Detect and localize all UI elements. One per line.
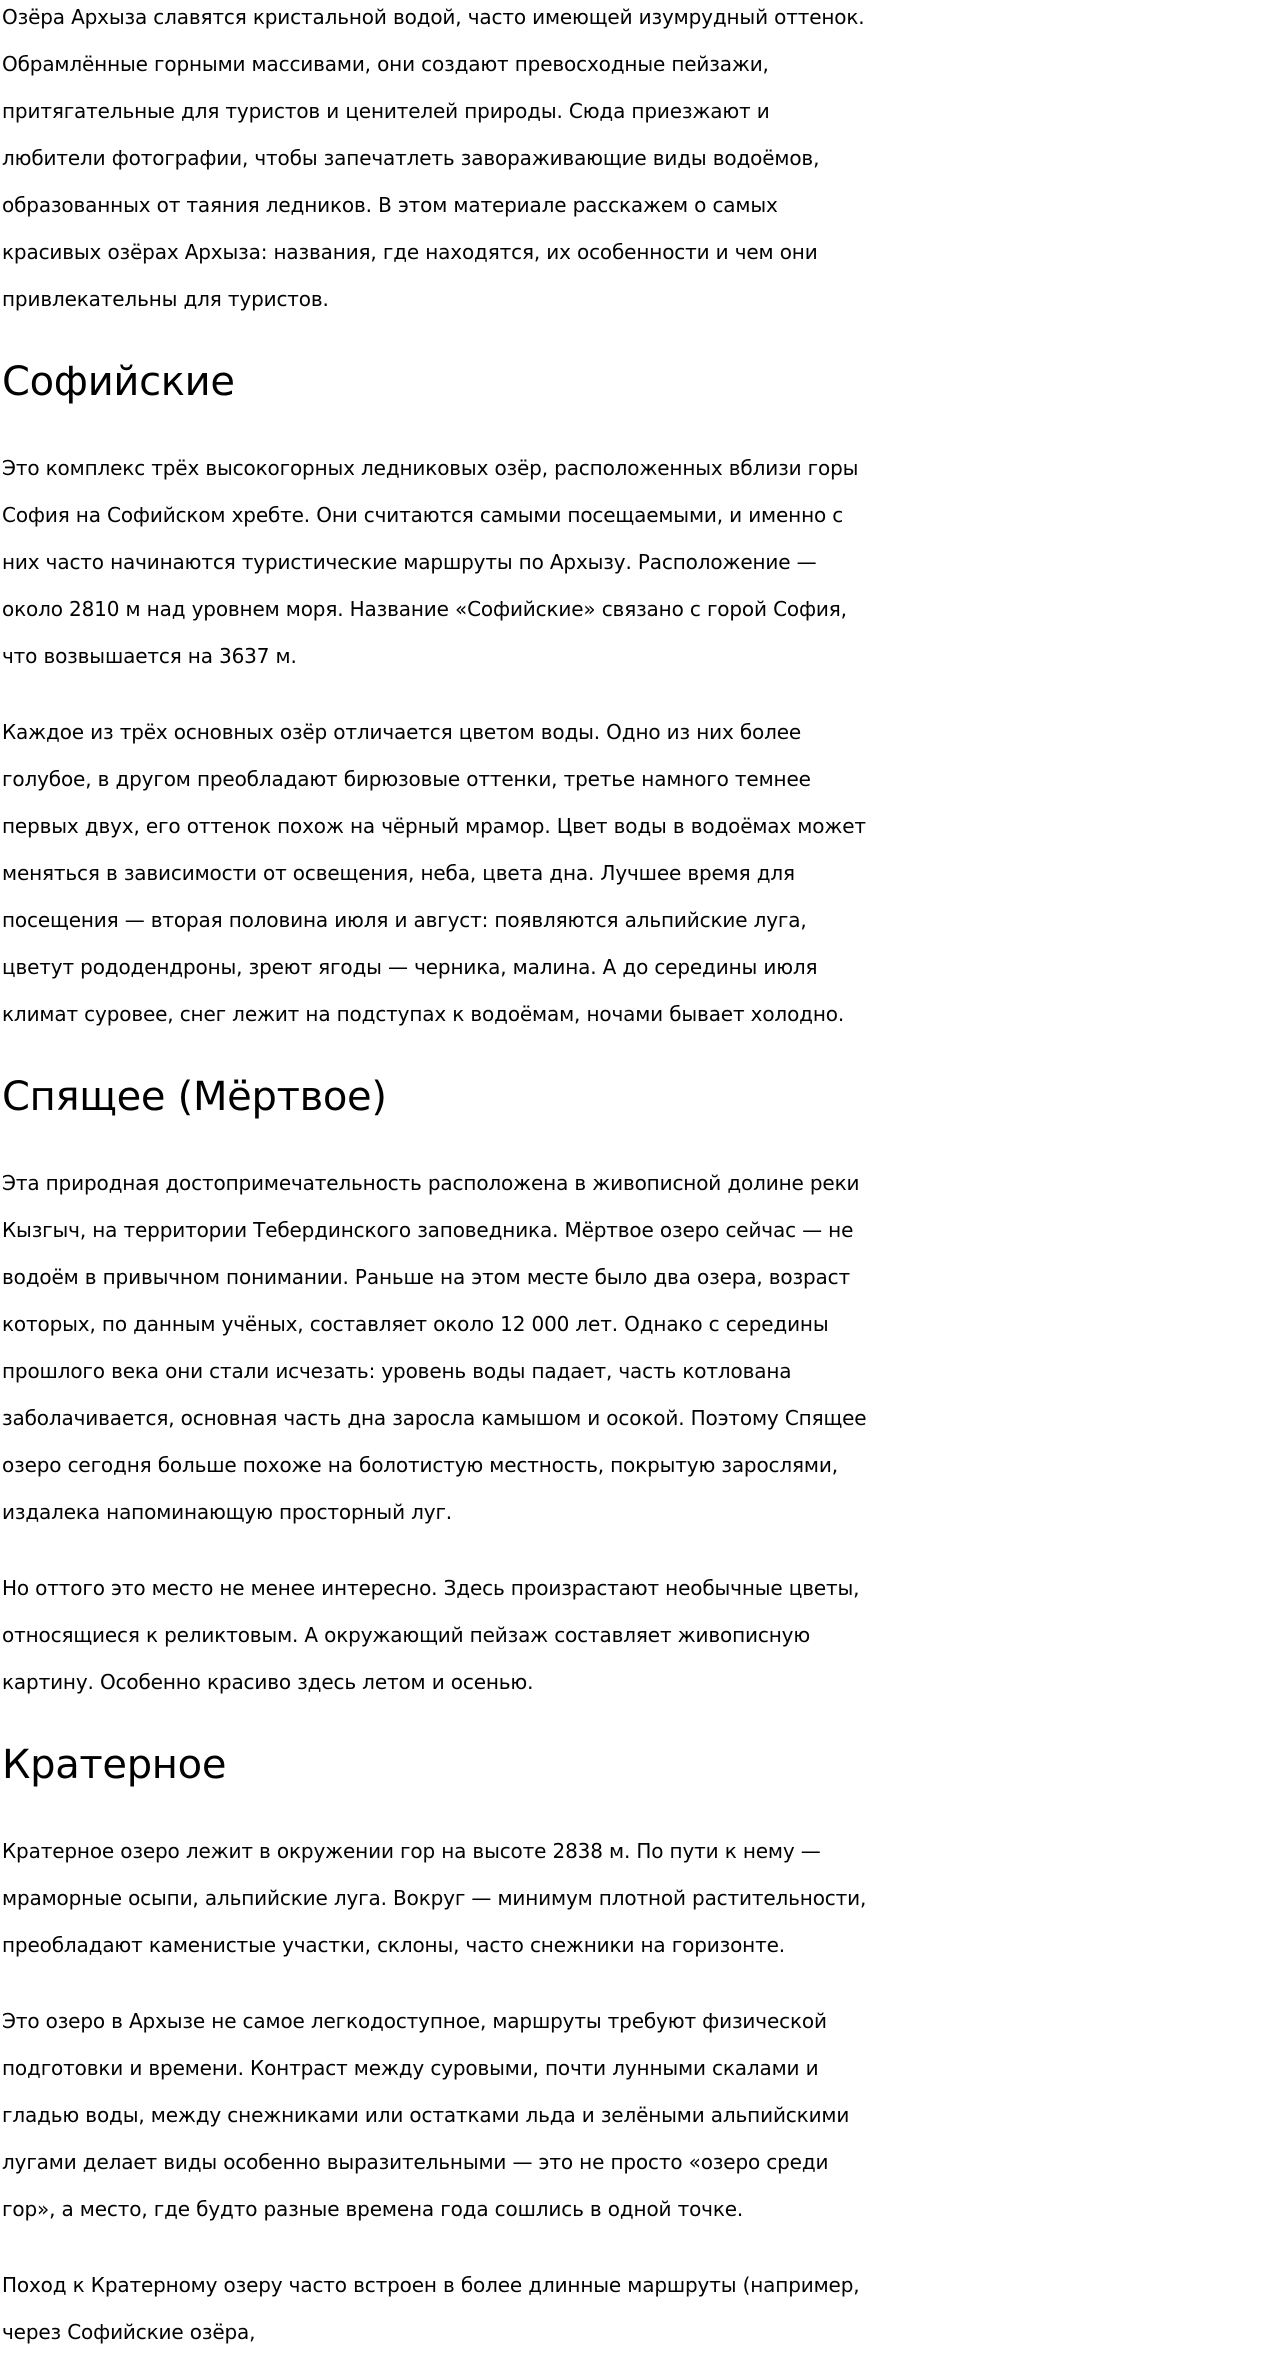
paragraph-truncated: Поход к Кратерному озеру часто встроен в более длинные маршруты (например, через Софийские озёра, — [2, 2273, 860, 2344]
paragraph: Это озеро в Архызе не самое легкодоступное, маршруты требуют физической подготовки и времени. Контраст между суровыми, почти лунными скалами и гладью воды, между снежниками или остатками льда и зелёными альпийскими лугами делает виды особенно выразительными — это не просто «озеро среди гор», а место, где будто разные времена года сошлись в одной точке. — [2, 2009, 850, 2221]
section-heading-sofiyskie: Софийские — [2, 359, 235, 405]
paragraph: Это комплекс трёх высокогорных ледниковых озёр, расположенных вблизи горы София на Софийском хребте. Они считаются самыми посещаемыми, и именно с них часто начинаются туристические маршруты по Архызу. Расположение — около 2810 м над уровнем моря. Название «Софийские» связано с горой София, что возвышается на 3637 м. — [2, 456, 859, 668]
paragraph: Эта природная достопримечательность расположена в живописной долине реки Кызгыч, на территории Тебердинского заповедника. Мёртвое озеро сейчас — не водоём в привычном понимании. Раньше на этом месте было два озера, возраст которых, по данным учёных, составляет около 12 000 лет. Однако с середины прошлого века они стали исчезать: уровень воды падает, часть котлована заболачивается, основная часть дна заросла камышом и осокой. Поэтому Спящее озеро сегодня больше похоже на болотистую местность, покрытую зарослями, издалека напоминающую просторный луг. — [2, 1171, 867, 1524]
intro-paragraph: Озёра Архыза славятся кристальной водой, часто имеющей изумрудный оттенок. Обрамлённые горными массивами, они создают превосходные пейзажи, притягательные для туристов и ценителей природы. Сюда приезжают и любители фотографии, чтобы запечатлеть завораживающие виды водоёмов, образованных от таяния ледников. В этом материале расскажем о самых красивых озёрах Архыза: названия, где находятся, их особенности и чем они привлекательны для туристов. — [2, 5, 865, 311]
section-heading-spyashchee-myortvoe: Спящее (Мёртвое) — [2, 1074, 387, 1120]
section-heading-kraternoe: Кратерное — [2, 1742, 227, 1788]
paragraph: Кратерное озеро лежит в окружении гор на высоте 2838 м. По пути к нему — мраморные осыпи, альпийские луга. Вокруг — минимум плотной растительности, преобладают каменистые участки, склоны, часто снежники на горизонте. — [2, 1839, 867, 1957]
paragraph: Каждое из трёх основных озёр отличается цветом воды. Одно из них более голубое, в другом преобладают бирюзовые оттенки, третье намного темнее первых двух, его оттенок похож на чёрный мрамор. Цвет воды в водоёмах может меняться в зависимости от освещения, неба, цвета дна. Лучшее время для посещения — вторая половина июля и август: появляются альпийские луга, цветут рододендроны, зреют ягоды — черника, малина. А до середины июля климат суровее, снег лежит на подступах к водоёмам, ночами бывает холодно. — [2, 720, 866, 1026]
paragraph: Но оттого это место не менее интересно. Здесь произрастают необычные цветы, относящиеся к реликтовым. А окружающий пейзаж составляет живописную картину. Особенно красиво здесь летом и осенью. — [2, 1576, 860, 1694]
